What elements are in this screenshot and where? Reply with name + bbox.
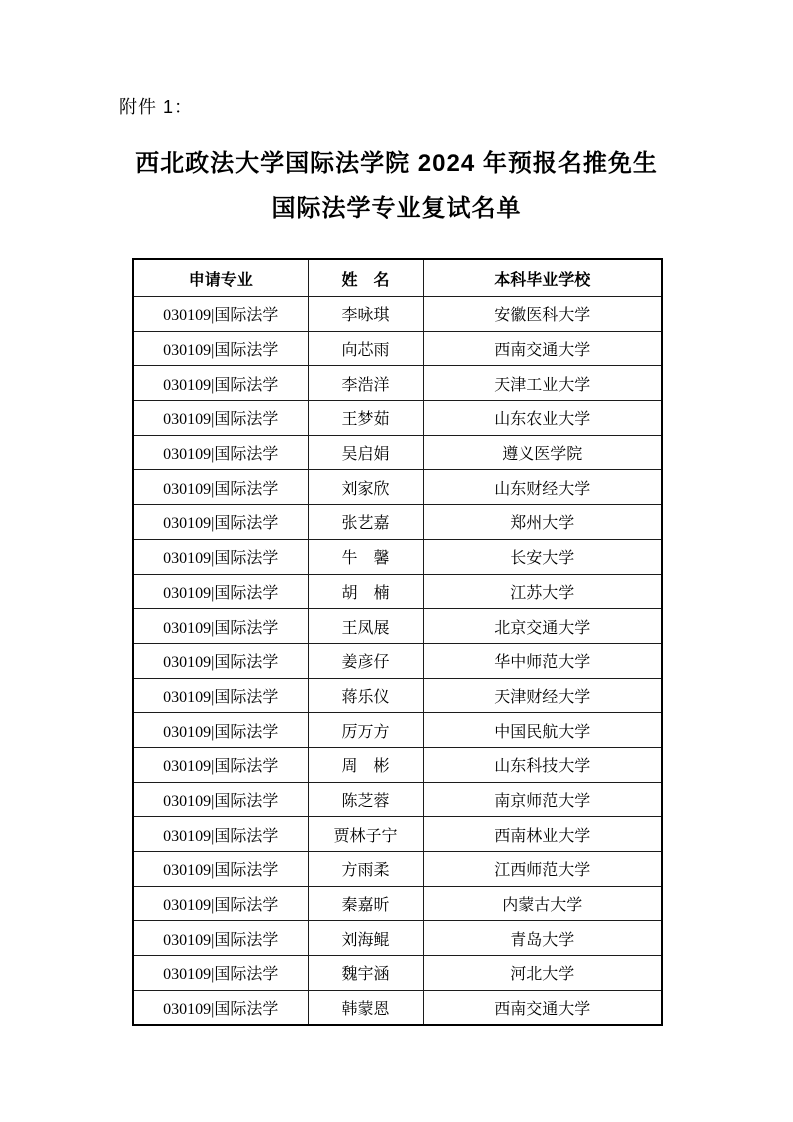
cell-name: 厉万方 [308, 713, 423, 748]
cell-undergrad-school: 天津财经大学 [423, 678, 662, 713]
cell-undergrad-school: 江苏大学 [423, 574, 662, 609]
cell-undergrad-school: 长安大学 [423, 539, 662, 574]
cell-applied-major: 030109|国际法学 [133, 574, 308, 609]
cell-undergrad-school: 中国民航大学 [423, 713, 662, 748]
cell-applied-major: 030109|国际法学 [133, 505, 308, 540]
cell-name: 张艺嘉 [308, 505, 423, 540]
cell-undergrad-school: 西南林业大学 [423, 817, 662, 852]
col-header-undergrad-school: 本科毕业学校 [423, 259, 662, 297]
cell-undergrad-school: 河北大学 [423, 956, 662, 991]
cell-applied-major: 030109|国际法学 [133, 990, 308, 1025]
cell-applied-major: 030109|国际法学 [133, 297, 308, 332]
cell-undergrad-school: 郑州大学 [423, 505, 662, 540]
col-header-applied-major: 申请专业 [133, 259, 308, 297]
table-row [133, 366, 662, 401]
table-header-row [133, 259, 662, 297]
table-row [133, 401, 662, 436]
table-row [133, 990, 662, 1025]
cell-applied-major: 030109|国际法学 [133, 886, 308, 921]
cell-name: 向芯雨 [308, 331, 423, 366]
cell-applied-major: 030109|国际法学 [133, 435, 308, 470]
table-row [133, 331, 662, 366]
attachment-label: 附件 1： [119, 97, 194, 117]
table-header [133, 259, 662, 297]
cell-name: 陈芝蓉 [308, 782, 423, 817]
cell-undergrad-school: 华中师范大学 [423, 643, 662, 678]
document-title-line1: 西北政法大学国际法学院 2024 年预报名推免生 [135, 150, 658, 177]
table-row [133, 713, 662, 748]
cell-applied-major: 030109|国际法学 [133, 747, 308, 782]
cell-name: 王凤展 [308, 609, 423, 644]
cell-name: 蒋乐仪 [308, 678, 423, 713]
cell-name: 秦嘉昕 [308, 886, 423, 921]
cell-undergrad-school: 安徽医科大学 [423, 297, 662, 332]
table-row [133, 782, 662, 817]
cell-name: 周 彬 [308, 747, 423, 782]
cell-undergrad-school: 青岛大学 [423, 921, 662, 956]
cell-name: 贾林子宁 [308, 817, 423, 852]
cell-undergrad-school: 西南交通大学 [423, 331, 662, 366]
table-row [133, 643, 662, 678]
cell-applied-major: 030109|国际法学 [133, 609, 308, 644]
cell-applied-major: 030109|国际法学 [133, 539, 308, 574]
cell-applied-major: 030109|国际法学 [133, 921, 308, 956]
cell-name: 李咏琪 [308, 297, 423, 332]
cell-undergrad-school: 遵义医学院 [423, 435, 662, 470]
cell-name: 李浩洋 [308, 366, 423, 401]
cell-applied-major: 030109|国际法学 [133, 643, 308, 678]
cell-name: 姜彦仔 [308, 643, 423, 678]
cell-applied-major: 030109|国际法学 [133, 401, 308, 436]
table-row [133, 297, 662, 332]
cell-applied-major: 030109|国际法学 [133, 852, 308, 887]
table-row [133, 470, 662, 505]
cell-undergrad-school: 天津工业大学 [423, 366, 662, 401]
cell-applied-major: 030109|国际法学 [133, 470, 308, 505]
cell-name: 魏宇涵 [308, 956, 423, 991]
cell-applied-major: 030109|国际法学 [133, 331, 308, 366]
cell-applied-major: 030109|国际法学 [133, 713, 308, 748]
table-row [133, 539, 662, 574]
table-row [133, 505, 662, 540]
cell-name: 胡 楠 [308, 574, 423, 609]
table-row [133, 609, 662, 644]
cell-undergrad-school: 江西师范大学 [423, 852, 662, 887]
cell-undergrad-school: 内蒙古大学 [423, 886, 662, 921]
cell-applied-major: 030109|国际法学 [133, 956, 308, 991]
cell-applied-major: 030109|国际法学 [133, 366, 308, 401]
cell-undergrad-school: 北京交通大学 [423, 609, 662, 644]
col-header-name: 姓 名 [308, 259, 423, 297]
table-row [133, 817, 662, 852]
applicants-table [132, 258, 663, 1026]
cell-name: 刘家欣 [308, 470, 423, 505]
cell-name: 韩蒙恩 [308, 990, 423, 1025]
table-row [133, 886, 662, 921]
cell-undergrad-school: 山东科技大学 [423, 747, 662, 782]
cell-applied-major: 030109|国际法学 [133, 678, 308, 713]
table-row [133, 921, 662, 956]
cell-name: 牛 馨 [308, 539, 423, 574]
table-body [133, 297, 662, 1026]
document-title [0, 141, 793, 231]
cell-name: 吴启娟 [308, 435, 423, 470]
cell-applied-major: 030109|国际法学 [133, 782, 308, 817]
table-row [133, 852, 662, 887]
cell-applied-major: 030109|国际法学 [133, 817, 308, 852]
cell-undergrad-school: 山东财经大学 [423, 470, 662, 505]
document-title-line2: 国际法学专业复试名单 [271, 195, 522, 222]
cell-name: 方雨柔 [308, 852, 423, 887]
table-row [133, 574, 662, 609]
cell-undergrad-school: 山东农业大学 [423, 401, 662, 436]
cell-undergrad-school: 南京师范大学 [423, 782, 662, 817]
cell-undergrad-school: 西南交通大学 [423, 990, 662, 1025]
table-row [133, 435, 662, 470]
cell-name: 刘海鲲 [308, 921, 423, 956]
table-row [133, 747, 662, 782]
cell-name: 王梦茹 [308, 401, 423, 436]
table-row [133, 678, 662, 713]
table-row [133, 956, 662, 991]
